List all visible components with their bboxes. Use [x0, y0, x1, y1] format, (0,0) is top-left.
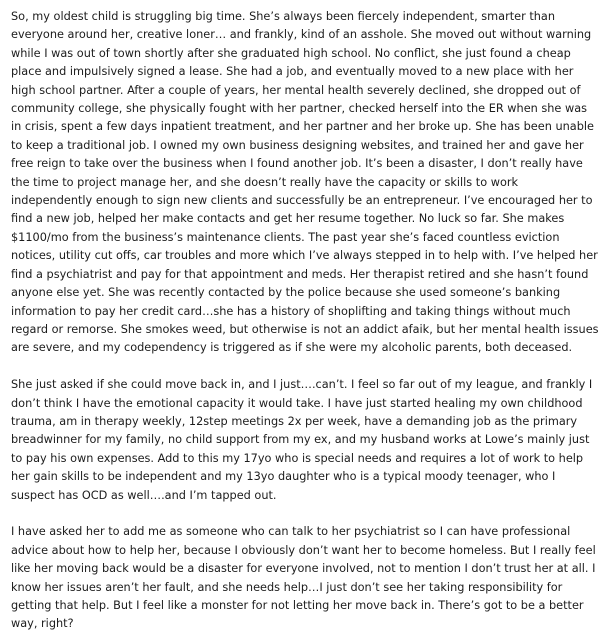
post-paragraph-1: So, my oldest child is struggling big time. She’s always been fiercely independent, smarter than everyone around her, creative loner… and frankly, kind of an asshole. She moved out without warning while I was out of town shortly after she graduated high school. No conflict, she just found a cheap place and impulsively signed a lease. She had a job, and eventually moved to a new place with her high school partner. After a couple of years, her mental health severely declined, she dropped out of community college, she physically fought with her partner, checked herself into the ER when she was in crisis, spent a few days inpatient treatment, and her partner and her broke up. She has been unable to keep a traditional job. I owned my own business designing websites, and trained her and gave her free reign to take over the business when I found another job. It’s been a disaster, I don’t really have the time to project manage her, and she doesn’t really have the capacity or skills to work independently enough to sign new clients and successfully be an entrepreneur. I’ve encouraged her to find a new job, helped her make contacts and get her resume together. No luck so far. She makes $1100/mo from the business’s maintenance clients. The past year she’s faced countless eviction notices, utility cut offs, car troubles and more which I’ve always stepped in to help with. I’ve helped her find a psychiatrist and pay for that appointment and meds. Her therapist retired and she hasn’t found anyone else yet. She was recently contacted by the police because she used someone’s banking information to pay her credit card…she has a history of shoplifting and taking things without much regard or remorse. She smokes weed, but otherwise is not an addict afaik, but her mental health issues are severe, and my codependency is triggered as if she were my alcoholic parents, both deceased. — [11, 10, 599, 355]
post-paragraph-2: She just asked if she could move back in, and I just….can’t. I feel so far out of my league, and frankly I don’t think I have the emotional capacity it would take. I have just started healing my own childhood trauma, am in therapy weekly, 12step meetings 2x per week, have a demanding job as the primary breadwinner for my family, no child support from my ex, and my husband works at Lowe’s mainly just to pay his own expenses. Add to this my 17yo who is special needs and requires a lot of work to help her gain skills to be independent and my 13yo daughter who is a typical moody teenager, who I suspect has OCD as well….and I’m tapped out. — [11, 378, 593, 502]
post-paragraph-3: I have asked her to add me as someone who can talk to her psychiatrist so I can have professional advice about how to help her, because I obviously don’t want her to become homeless. But I really feel like her moving back would be a disaster for everyone involved, not to mention I don’t trust her at all. I know her issues aren’t her fault, and she needs help…I just don’t see her taking responsibility for getting that help. But I feel like a monster for not letting her move back in. There’s got to be a better way, right? — [11, 525, 596, 631]
